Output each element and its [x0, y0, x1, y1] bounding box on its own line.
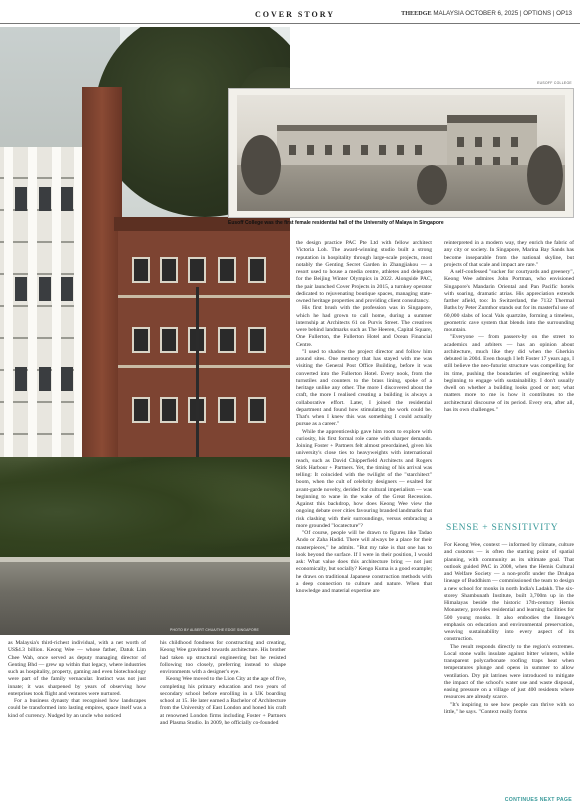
paragraph: His first brush with the profession was in Singapore, which he had grown to call home, during a summer internship at Architects 61 on Purvis Street. The creatives were behind landmarks such as The Heeren, Capital Square, One Fullerton, the Fullerton Hotel and Ocean Financial Centre. — [296, 305, 432, 348]
paragraph: "It's inspiring to see how people can thrive with so little," he says. "Context really forms — [444, 701, 574, 715]
historic-photo — [228, 88, 574, 218]
issue-date: OCTOBER 6, 2025 — [465, 10, 519, 17]
section-label: COVER STORY — [255, 10, 336, 19]
photo-credit: PHOTO BY ALBERT CHUA/THE EDGE SINGAPORE — [170, 628, 259, 632]
continues-next-page: CONTINUES NEXT PAGE — [504, 797, 572, 803]
paragraph: The result responds directly to the region's extremes. Local stone walls insulate against bitter winters, while transparent polycarbonate roofing traps heat when temperatures plunge and opens in summer to allow ventilation. Dry pit latrines were introduced to mitigate the impact of the school's water use and waste disposal, easing pressure on a village of just 400 residents where resources are already scarce. — [444, 643, 574, 701]
paragraph: as Malaysia's third-richest individual, with a net worth of US$4.3 billion. Keong Wee — whose father, Datuk Lim Chee Wah, once served as deputy managing director of Genting Bhd — grew up within that legacy, where industries such as hospitality, property, gaming and even biotechnology were part of the family vernacular. Instinct was not just innate; it was sharpened by years of observing how enterprises took flight and ventures were nurtured. — [8, 640, 146, 697]
paragraph: Keong Wee moved to the Lion City at the age of five, completing his primary education and two years of secondary school before enrolling in a UK boarding school at 15. He later earned a Bachelor of Architecture from the University of East London and honed his craft at renowned London firms including Foster + Partners and Plasma Studio. In 2009, he officially co-founded — [160, 676, 286, 726]
paragraph: For Keong Wee, context — informed by climate, culture and customs — is often the starting point of spatial planning, with community as its ultimate goal. That outlook guided PAC in 2008, when the Hemis Cultural and Welfare Society — a non-profit under the Drukpa lineage of Buddhism — commissioned the team to design a new school for monks in north India's Ladakh. The six-storey Shambunath Institute, built 3,700m up in the Himalayas beside the historic 17th-century Hemis Monastery, provides residential and learning facilities for 500 young monks. It also embodies the lineage's emphasis on education and environmental preservation, weaving sustainability into every aspect of its construction. — [444, 542, 574, 643]
folio — [401, 10, 572, 17]
historic-photo-caption: Eusoff College was the first female residential hall of the University of Malaya in Singapore — [228, 220, 444, 226]
article-column-1 — [8, 640, 146, 720]
folio-separator: | — [552, 10, 555, 17]
paragraph: reinterpreted in a modern way, they enrich the fabric of any city or society. In Singapore, Marina Bay Sands has become inseparable from the national skyline, but projects of that scale and impact are rare." — [444, 240, 574, 268]
paragraph: "Of course, people will be drawn to figures like Tadao Ando or Zaha Hadid. There will always be a place for their masterpieces," he admits. "But my take is that one has to look beyond the surface. If I were in their position, I would ask: What value does this architecture bring — not just economically, but socially? Kengo Kuma is a good example; he draws on traditional Japanese construction methods with a deep connection to culture and nature. When that knowledge and material expertise are — [296, 530, 432, 594]
article-column-4 — [444, 240, 574, 414]
brand-country: MALAYSIA — [433, 10, 464, 17]
paragraph: "Everyone — from passers-by on the street to academics and arbiters — has an opinion about architecture, much like they did when the Gherkin debuted in 2004. Even though I left Foster 17 years ago, I still believe the neo-futurist structure was compelling for its time, pushing the boundaries of engineering while beginning to engage with sustainability. I don't usually dwell on whether a building looks good or not; what matters more to me is how it contributes to the architectural discourse of its period. Every era, after all, has its own challenges." — [444, 334, 574, 413]
paragraph: For a business dynasty that recognised how landscapes could be transformed into lasting empires, space itself was a kind of currency. Nudged by an uncle who noticed — [8, 698, 146, 719]
paragraph: the design practice PAC Pte Ltd with fellow architect Victoria Loh. The award-winning studio built a strong reputation in hospitality through large-scale projects, most notably the Genting Secret Garden in Zhangjiakou — a resort used to house a media centre, athletes and delegates for the Beijing Winter Olympics in 2022. Alongside PAC, the pair launched Cover Projects in 2015, a turnkey operator dedicated to rejuvenating boutique spaces, managing state-owned heritage properties and providing client consultancy. — [296, 240, 432, 304]
section-heading: SENSE + SENSITIVITY — [446, 523, 559, 533]
brand-name: THEEDGE — [401, 10, 432, 17]
article-column-2 — [160, 640, 286, 727]
folio-separator: | — [519, 10, 522, 17]
paragraph: While the apprenticeship gave him room to explore with curiosity, his first formal role came with sharper demands. Joining Foster + Partners felt almost preordained, given his university's close ties to heavyweights with international reach, such as David Chipperfield Architects and Rogers Stirk Harbour + Partners. Yet, the timing of his arrival was telling: It coincided with the twilight of the "starchitect" boom, when the cult of celebrity designers — exalted for avant-garde novelty, derided for cultural imperialism — was beginning to wane in the wake of the Great Recession. Against this backdrop, how does Keong Wee view the ongoing debate over cities favouring branded landmarks that risk clashing with their surroundings, versus embracing a more grounded "locatecture"? — [296, 428, 432, 529]
article-column-3 — [296, 240, 432, 595]
paragraph: his childhood fondness for constructing and creating, Keong Wee gravitated towards architecture. His brother had taken up structural engineering but he resisted following too closely, preferring instead to shape environments with a designer's eye. — [160, 640, 286, 675]
historic-photo-credit: EUSOFF COLLEGE — [537, 81, 572, 85]
header-rule — [0, 23, 580, 24]
article-column-5 — [444, 542, 574, 716]
paragraph: "I used to shadow the project director and follow him around sites. One memory that has stayed with me was visiting the General Post Office Building, before it was converted into the Fullerton Hotel. Every nook, from the turnstiles and counters to the brass lining, spoke of a heritage unlike any other. The more I discovered about the craft, the more I realised creating a building is always a collaborative effort. Later, I joined the residential department and found how stimulating the work could be. That's when I knew this was something I could actually pursue as a career." — [296, 348, 432, 428]
page-number: OP13 — [556, 10, 572, 17]
paragraph: A self-confessed "sucker for courtyards and greenery", Keong Wee admires John Portman, who envisioned Singapore's Mandarin Oriental and Pan Pacific hotels with soaring, dramatic atrias. His appreciation extends farther afield, too: In Switzerland, the 7132 Thermal Baths by Peter Zumthor stands out for its masterful use of 60,000 slabs of local Vals quartzite, forming a timeless, geometric cave system that blends into the surrounding mountain. — [444, 269, 574, 333]
magazine-name: OPTIONS — [523, 10, 552, 17]
